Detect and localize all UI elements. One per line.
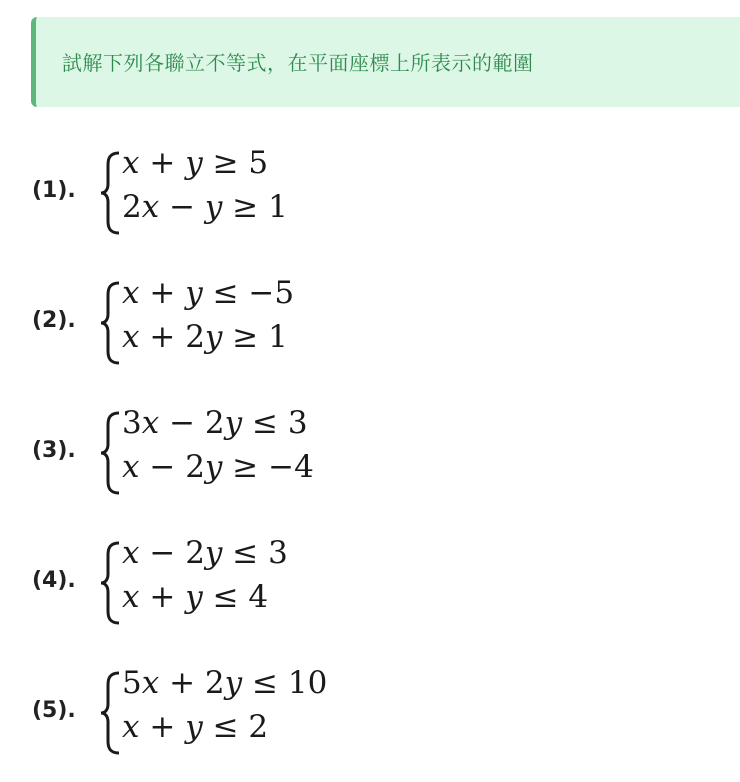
- inequality-1: 5x + 2y ≤ 10: [122, 665, 328, 701]
- problem-label: (1).: [32, 178, 76, 203]
- problem-label: (2).: [32, 308, 76, 333]
- problem-4: [32, 535, 632, 628]
- left-brace-icon: [98, 540, 122, 626]
- instruction-callout: [31, 17, 740, 107]
- instruction-text: 試解下列各聯立不等式，在平面座標上所表示的範圍: [62, 51, 534, 75]
- inequality-1: x + y ≥ 5: [122, 145, 269, 181]
- inequality-1: x − 2y ≤ 3: [122, 535, 288, 571]
- inequality-1: 3x − 2y ≤ 3: [122, 405, 308, 441]
- problem-label: (4).: [32, 568, 76, 593]
- inequality-2: x + 2y ≥ 1: [122, 319, 288, 355]
- problem-label: (3).: [32, 438, 76, 463]
- problem-1: [32, 145, 632, 238]
- inequality-2: x − 2y ≥ −4: [122, 449, 314, 485]
- left-brace-icon: [98, 670, 122, 756]
- problem-3: [32, 405, 632, 498]
- inequality-1: x + y ≤ −5: [122, 275, 295, 311]
- left-brace-icon: [98, 150, 122, 236]
- left-brace-icon: [98, 280, 122, 366]
- problem-5: [32, 665, 632, 758]
- inequality-2: x + y ≤ 2: [122, 709, 269, 745]
- inequality-2: x + y ≤ 4: [122, 579, 269, 615]
- inequality-2: 2x − y ≥ 1: [122, 189, 288, 225]
- problem-2: [32, 275, 632, 368]
- problem-label: (5).: [32, 698, 76, 723]
- left-brace-icon: [98, 410, 122, 496]
